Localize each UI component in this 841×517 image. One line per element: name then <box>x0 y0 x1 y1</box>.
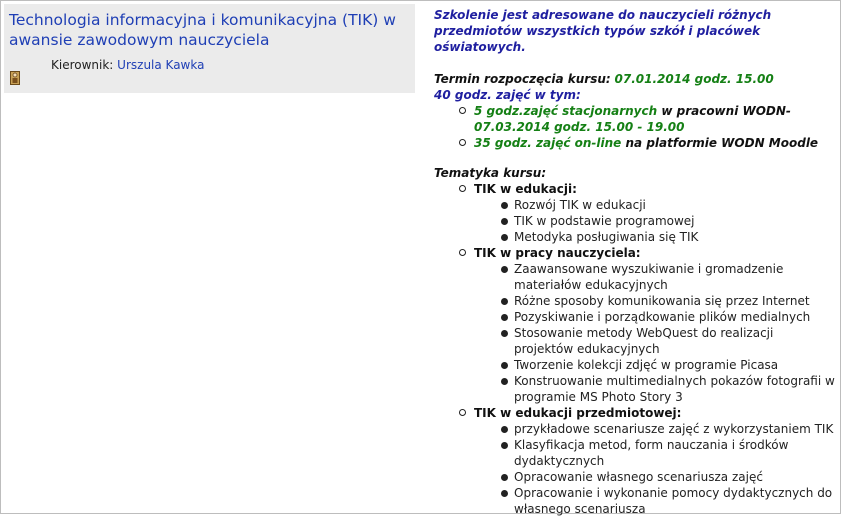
list-item: Tworzenie kolekcji zdjęć w programie Picasa <box>474 357 836 373</box>
topics-label: Tematyka kursu: <box>434 166 547 180</box>
start-value: 07.01.2014 godz. 15.00 <box>614 72 774 86</box>
course-title-link[interactable]: Technologia informacyjna i komunikacyjna (TIK) w awansie zawodowym nauczyciela <box>9 11 396 49</box>
course-info-panel <box>4 4 415 93</box>
topic-item: TIK w edukacji: Rozwój TIK w edukacji TIK w podstawie programowej Metodyka posługiwania się TIK <box>434 181 836 245</box>
topic-item: TIK w pracy nauczyciela: Zaawansowane wyszukiwanie i gromadzenie materiałów edukacyjnych Różne sposoby komunikowania się przez Internet Pozyskiwanie i porządkowanie plików medialnych Stosowanie metody WebQuest do realizacji projektów edukacyjnych Tworzenie kolekcji zdjęć w programie Picasa Konstruowanie multimedialnych pokazów fotografii w programie MS Photo Story 3 <box>434 245 836 405</box>
list-item: Różne sposoby komunikowania się przez Internet <box>474 293 836 309</box>
teacher-label: Kierownik: <box>51 58 114 72</box>
course-intro: Szkolenie jest adresowane do nauczycieli różnych przedmiotów wszystkich typów szkół i placówek oświatowych. <box>434 8 772 54</box>
hours-line: 40 godz. zajęć w tym: <box>434 88 581 102</box>
teacher-name-link[interactable]: Urszula Kawka <box>117 58 205 72</box>
list-item: Opracowanie i wykonanie pomocy dydaktycznych do własnego scenariusza <box>474 485 836 517</box>
teacher-icon <box>10 70 20 84</box>
start-date-line <box>434 71 836 87</box>
start-label: Termin rozpoczęcia kursu: <box>434 72 611 86</box>
list-item: TIK w podstawie programowej <box>474 213 836 229</box>
list-item: przykładowe scenariusze zajęć z wykorzystaniem TIK <box>474 421 836 437</box>
hours-item: 5 godz.zajęć stacjonarnych w pracowni WODN- 07.03.2014 godz. 15.00 - 19.00 <box>434 103 836 135</box>
list-item: Metodyka posługiwania się TIK <box>474 229 836 245</box>
subtopic-list <box>474 261 836 405</box>
list-item: Klasyfikacja metod, form nauczania i środków dydaktycznych <box>474 437 836 469</box>
teacher-line <box>51 58 204 72</box>
hours-list <box>434 103 836 151</box>
list-item: Rozwój TIK w edukacji <box>474 197 836 213</box>
topic-item: TIK w edukacji przedmiotowej: przykładowe scenariusze zajęć z wykorzystaniem TIK Klasyfikacja metod, form nauczania i środków dydaktycznych Opracowanie własnego scenariusza zajęć Opracowanie i wykonanie pomocy dydaktycznych do własnego scenariusza <box>434 405 836 517</box>
subtopic-list <box>474 197 836 245</box>
list-item: Pozyskiwanie i porządkowanie plików medialnych <box>474 309 836 325</box>
course-description <box>434 7 836 517</box>
list-item: Stosowanie metody WebQuest do realizacji projektów edukacyjnych <box>474 325 836 357</box>
list-item: Zaawansowane wyszukiwanie i gromadzenie materiałów edukacyjnych <box>474 261 836 293</box>
hours-item: 35 godz. zajęć on-line na platformie WODN Moodle <box>434 135 836 151</box>
list-item: Konstruowanie multimedialnych pokazów fotografii w programie MS Photo Story 3 <box>474 373 836 405</box>
topics-list <box>434 181 836 517</box>
list-item: Opracowanie własnego scenariusza zajęć <box>474 469 836 485</box>
subtopic-list <box>474 421 836 517</box>
